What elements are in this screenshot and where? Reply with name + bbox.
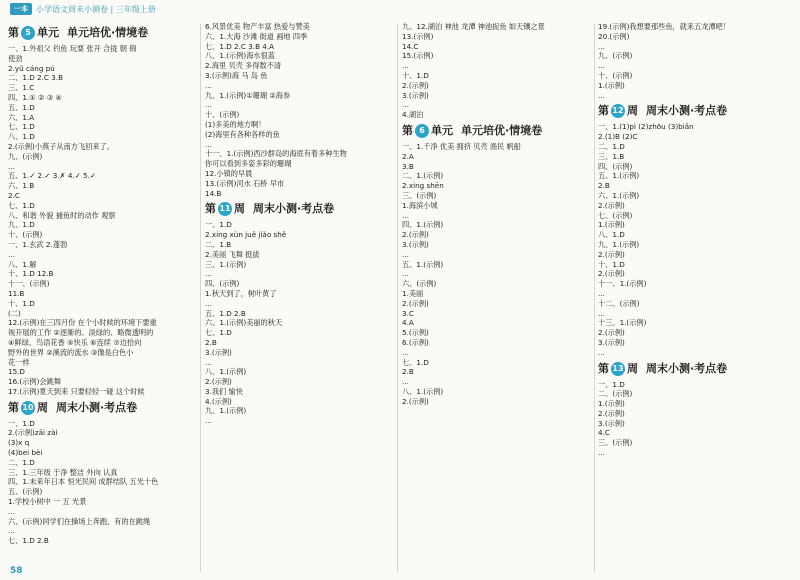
answer-line: 3.(示例) — [402, 90, 429, 100]
answer-line: 1.(示例) — [598, 80, 625, 90]
answer-line: 2.(示例) — [402, 230, 429, 240]
answer-line: 八、和谐 外貌 捕鱼时的动作 观察 — [8, 210, 116, 220]
answer-line: 十、(示例) — [8, 230, 43, 240]
answer-line: 四、1.① ② ③ ④ — [8, 92, 62, 102]
answer-line: 2.(示例)小燕子从南方飞回来了。 — [8, 141, 114, 151]
answer-line: 五、1.D — [8, 102, 35, 112]
answer-line: 2.(示例)zāi zài — [8, 428, 58, 438]
answer-line: 十、(示例) — [598, 70, 633, 80]
answer-line: 二、1.(示例) — [402, 171, 444, 181]
answer-line: 1.海滨小城 — [402, 200, 438, 210]
answer-line: 六、1.大海 沙滩 街道 画地 四季 — [205, 31, 308, 41]
answer-line: 2.(示例) — [205, 377, 232, 387]
answer-lines — [402, 22, 592, 120]
answer-line: 十三、1.(示例) — [598, 318, 647, 328]
answer-line: 1.美丽 — [402, 288, 424, 298]
answer-line: 十、1.D — [598, 259, 625, 269]
answer-lines — [8, 289, 198, 397]
answer-line: 十一、(示例) — [8, 279, 50, 289]
answer-line: 一、1.(1)pì (2)zhōu (3)biǎn — [598, 122, 694, 132]
column-4 — [598, 22, 794, 570]
section-title: 周末小测·考点卷 — [646, 361, 728, 375]
answer-line: 2.(示例) — [598, 328, 625, 338]
answer-line: (2)海里有各种各样的鱼 — [205, 129, 280, 139]
answer-line: ... — [402, 269, 409, 279]
section-title: 单元培优·情境卷 — [461, 124, 543, 138]
answer-line: 十一、1.(示例)西沙群岛的海底有着多种生物 — [205, 149, 347, 159]
answer-line: ... — [205, 416, 212, 426]
section-heading — [598, 103, 794, 119]
column-3 — [402, 22, 592, 570]
answer-line: 八、1.D — [598, 230, 625, 240]
answer-line: 一、1.玄武 2.蓬勃 — [8, 239, 68, 249]
answer-line: 19.(示例)我想要那些鱼，就来五龙潭吧！ — [598, 22, 731, 31]
answer-line: 八、1.(示例) — [402, 386, 444, 396]
answer-line: ... — [8, 526, 15, 536]
answer-line: 2.xing shēn — [402, 181, 444, 191]
answer-lines — [598, 122, 794, 357]
answer-line: 2.(示例) — [402, 298, 429, 308]
section-label-left: 第 — [598, 104, 609, 118]
answer-line: ... — [205, 269, 212, 279]
answer-line: 2.B — [402, 367, 414, 377]
section-label-right: 单元 — [431, 124, 453, 138]
answer-line: 十、1.D — [8, 298, 35, 308]
answer-line: ... — [402, 100, 409, 110]
answer-line: 4.C — [598, 428, 610, 438]
answer-line: ... — [8, 249, 15, 259]
answer-line: 5.(示例) — [402, 328, 429, 338]
answer-line: 一、1.D — [598, 379, 625, 389]
answer-line: 一、1.外祖父 钓鱼 玩耍 张开 合拢 朝 锦 — [8, 44, 137, 53]
column-2 — [205, 22, 395, 570]
answer-line: 九、(示例) — [598, 51, 633, 61]
answer-line: ... — [402, 347, 409, 357]
answer-line: 3.B — [402, 161, 414, 171]
answer-line: ... — [205, 357, 212, 367]
answer-line: (1)多美的地方啊！ — [205, 119, 266, 129]
answer-line: ... — [205, 80, 212, 90]
answer-line: 2.C — [8, 190, 20, 200]
answer-line: 四、1.未来年日本 恒光民间 成群结队 五光十色 — [8, 477, 159, 487]
section-label-left: 第 — [402, 124, 413, 138]
section-label-right: 周 — [234, 202, 245, 216]
answer-line: 野外的世界 ②溪流的流水 ③像是白色小 — [8, 347, 134, 357]
answer-line: 2.(示例) — [598, 200, 625, 210]
header-title: 小学语文周末小测卷 | 三年级上册 — [36, 4, 156, 14]
answer-line: 2.海里 贝壳 多得数不清 — [205, 61, 282, 71]
answer-line: ... — [8, 161, 15, 171]
answer-line: 4.(示例) — [205, 396, 232, 406]
answer-line: 6.风景优美 物产丰富 热爱与赞美 — [205, 22, 310, 31]
section-number: 10 — [21, 401, 35, 415]
answer-line: 三、1.(示例) — [205, 259, 247, 269]
answer-line: 3.我们 愉快 — [205, 386, 243, 396]
answer-line: 2.美丽 飞舞 挺拔 — [205, 249, 260, 259]
section-label-left: 第 — [598, 361, 609, 375]
answer-line: 三、1.三年级 于净 整洁 外向 认真 — [8, 467, 118, 477]
answer-line: 15.(示例) — [402, 51, 434, 61]
section-title: 周末小测·考点卷 — [56, 400, 138, 414]
answer-line: 五、(示例) — [8, 487, 43, 497]
answer-line: 九、(示例) — [8, 151, 43, 161]
answer-line: ④鲜绿、鸟语花香 ⑤快乐 ⑥连续 ⑦边拾向 — [8, 337, 142, 347]
answer-lines — [8, 44, 198, 289]
answer-line: 2.(示例) — [402, 396, 429, 406]
answer-line: 七、1.D — [8, 200, 35, 210]
answer-line: 六、(示例)同学们在操场上奔跑，有的在跳绳 — [8, 516, 151, 526]
answer-line: ... — [598, 41, 605, 51]
answer-lines — [8, 419, 198, 546]
answer-line: 13.(示例)河水 石桥 早市 — [205, 178, 285, 188]
answer-lines — [598, 22, 794, 100]
answer-line: ... — [8, 506, 15, 516]
answer-line: 11.B — [8, 288, 25, 298]
answer-line: 2.(1)B (2)C — [598, 132, 638, 142]
answer-line: 九、12.湖泊 神池 龙潭 神池捉鱼 如天镶之景 — [402, 22, 545, 31]
answer-line: ... — [598, 448, 605, 458]
answer-line: 13.(示例) — [402, 31, 434, 41]
answer-line: ... — [205, 298, 212, 308]
answer-line: 二、1.D — [8, 457, 35, 467]
answer-line: 十一、1.(示例) — [598, 279, 647, 289]
section-title: 周末小测·考点卷 — [646, 104, 728, 118]
answer-line: 花一样 — [8, 357, 30, 367]
answer-line: 20.(示例) — [598, 31, 630, 41]
answer-line: 五、1.(示例) — [598, 171, 640, 181]
answer-line: 1.秋天到了，树叶黄了 — [205, 288, 277, 298]
answer-line: 二、(示例) — [598, 389, 633, 399]
answer-line: 二、1.D 2.C 3.B — [8, 73, 64, 83]
answer-line: 十、1.D 12.B — [8, 269, 54, 279]
answer-line: 16.(示例)会跳舞 — [8, 377, 61, 387]
answer-line: 6.(示例) — [402, 337, 429, 347]
answer-line: 4.湖泊 — [402, 110, 424, 120]
answer-line: 2.(示例) — [598, 269, 625, 279]
answer-line: 四、(示例) — [205, 279, 240, 289]
answer-line: 三、1.C — [8, 83, 35, 93]
answer-line: 2.xíng xùn juě jiǎo shě — [205, 230, 287, 240]
answer-lines — [402, 142, 592, 407]
answer-line: 一、1.千净 优美 拥挤 贝壳 渔民 帆船 — [402, 141, 521, 151]
answer-line: 五、1.✓ 2.✓ 3.✗ 4.✓ 5.✓ — [8, 171, 96, 181]
answer-line: 1.(示例) — [598, 220, 625, 230]
column-divider — [397, 24, 398, 572]
section-label-left: 第 — [205, 202, 216, 216]
answer-line: 2.B — [205, 337, 217, 347]
column-divider — [594, 24, 595, 572]
section-label-right: 周 — [37, 400, 48, 414]
section-number: 11 — [218, 202, 232, 216]
section-label-left: 第 — [8, 400, 19, 414]
section-label-right: 周 — [627, 104, 638, 118]
answer-line: 七、1.D 2.C 3.B 4.A — [205, 41, 275, 51]
answer-line: 十二、(示例) — [598, 298, 640, 308]
answer-line: 使劲 — [8, 53, 23, 63]
answer-line: 2.A — [402, 151, 414, 161]
answer-lines — [205, 22, 395, 198]
answer-line: 七、1.D — [402, 357, 429, 367]
answer-line: (4)bei bèi — [8, 448, 43, 458]
answer-line: 六、1.A — [8, 112, 35, 122]
answer-line: 3.(示例) — [402, 239, 429, 249]
answer-line: 九、1.(示例) — [205, 406, 247, 416]
answer-line: 三、(示例) — [598, 438, 633, 448]
answer-line: 二、1.D — [598, 141, 625, 151]
answer-line: 四、1.(示例) — [402, 220, 444, 230]
section-number: 12 — [611, 104, 625, 118]
column-1 — [8, 22, 198, 570]
answer-line: 十、(示例) — [205, 110, 240, 120]
answer-line: 视开展的工作 ②逐渐的、淡绿的、略微透明的 — [8, 328, 154, 338]
answer-line: 12.(示例)在三四月份 在个小时候的环境下要重 — [8, 318, 157, 328]
answer-line: 一、1.D — [205, 220, 232, 230]
answer-line: 12.小镇的早晨 — [205, 168, 253, 178]
answer-line: 三、1.B — [598, 151, 625, 161]
section-label-right: 周 — [627, 361, 638, 375]
page-header — [0, 0, 800, 18]
answer-line: 14.C — [402, 41, 419, 51]
section-heading — [402, 123, 592, 139]
section-title: 单元培优·情境卷 — [67, 26, 149, 40]
answer-line: ... — [402, 377, 409, 387]
answer-line: 一、1.D — [8, 418, 35, 428]
answer-lines — [598, 380, 794, 458]
answer-line: 六、(示例) — [402, 279, 437, 289]
answer-line: 八、1.(示例)海水很蓝 — [205, 51, 275, 61]
section-number: 6 — [415, 124, 429, 138]
section-heading — [8, 25, 198, 41]
section-label-right: 单元 — [37, 26, 59, 40]
answer-line: 七、1.D — [8, 122, 35, 132]
answer-line: 2.B — [598, 181, 610, 191]
answer-line: 六、1.B — [8, 181, 35, 191]
answer-line: 3.(示例) — [598, 337, 625, 347]
answer-line: 三、(示例) — [402, 190, 437, 200]
answer-line: 1.(示例) — [598, 399, 625, 409]
column-divider — [200, 24, 201, 572]
answer-line: 3.(示例)海 马 岛 鱼 — [205, 70, 268, 80]
section-heading — [598, 361, 794, 377]
answer-line: 十、1.D — [402, 70, 429, 80]
answer-lines — [205, 220, 395, 426]
answer-line: 3.(示例) — [598, 418, 625, 428]
answer-line: 2.(示例) — [402, 80, 429, 90]
answer-line: 2.yǔ cáng pú — [8, 63, 55, 73]
answer-line: 3.C — [402, 308, 414, 318]
answer-line: 七、(示例) — [598, 210, 633, 220]
answer-line: ... — [598, 61, 605, 71]
answer-line: 17.(示例)夏天到来 只要轻轻一碰 这个时候 — [8, 386, 145, 396]
answer-line: ... — [598, 308, 605, 318]
section-number: 5 — [21, 26, 35, 40]
answer-line: 六、1.(示例) — [598, 190, 640, 200]
section-heading — [8, 400, 198, 416]
answer-line: 七、1.D — [205, 328, 232, 338]
answer-line: 3.(示例) — [205, 347, 232, 357]
answer-line: 四、(示例) — [598, 161, 633, 171]
answer-line: 2.(示例) — [598, 249, 625, 259]
answer-line: 九、1.(示例) — [598, 239, 640, 249]
answer-line: 2.(示例) — [598, 408, 625, 418]
answer-line: 1.学校小树中 一 五 光景 — [8, 497, 87, 507]
answer-line: 九、1.(示例)①珊瑚 ②海参 — [205, 90, 291, 100]
header-badge: 一本 — [10, 3, 32, 15]
answer-line: 4.A — [402, 318, 414, 328]
answer-line: ... — [402, 61, 409, 71]
section-title: 周末小测·考点卷 — [253, 202, 335, 216]
answer-line: ... — [205, 100, 212, 110]
section-number: 13 — [611, 362, 625, 376]
answer-line: 七、1.D 2.B — [8, 536, 49, 546]
answer-line: 15.D — [8, 367, 25, 377]
answer-line: ... — [402, 210, 409, 220]
answer-line: 八、1.(示例) — [205, 367, 247, 377]
answer-line: 八、1.解 — [8, 259, 37, 269]
answer-line: 六、1.(示例)美丽的秋天 — [205, 318, 283, 328]
answer-line: (二) — [8, 308, 21, 318]
answer-line: (3)x q — [8, 438, 30, 448]
answer-line: ... — [205, 139, 212, 149]
section-label-left: 第 — [8, 26, 19, 40]
answer-line: 14.B — [205, 188, 222, 198]
answer-line: 五、1.(示例) — [402, 259, 444, 269]
answer-line: 九、1.D — [8, 220, 35, 230]
answer-line: 你可以看到多姿多彩的珊瑚 — [205, 159, 292, 169]
answer-line: 五、1.D 2.B — [205, 308, 246, 318]
answer-line: ... — [402, 249, 409, 259]
answer-line: 八、1.D — [8, 132, 35, 142]
answer-line: ... — [598, 288, 605, 298]
answer-line: ... — [598, 90, 605, 100]
answer-line: 二、1.B — [205, 239, 232, 249]
section-heading — [205, 201, 395, 217]
answer-line: ... — [598, 347, 605, 357]
page-number: 58 — [10, 566, 23, 576]
